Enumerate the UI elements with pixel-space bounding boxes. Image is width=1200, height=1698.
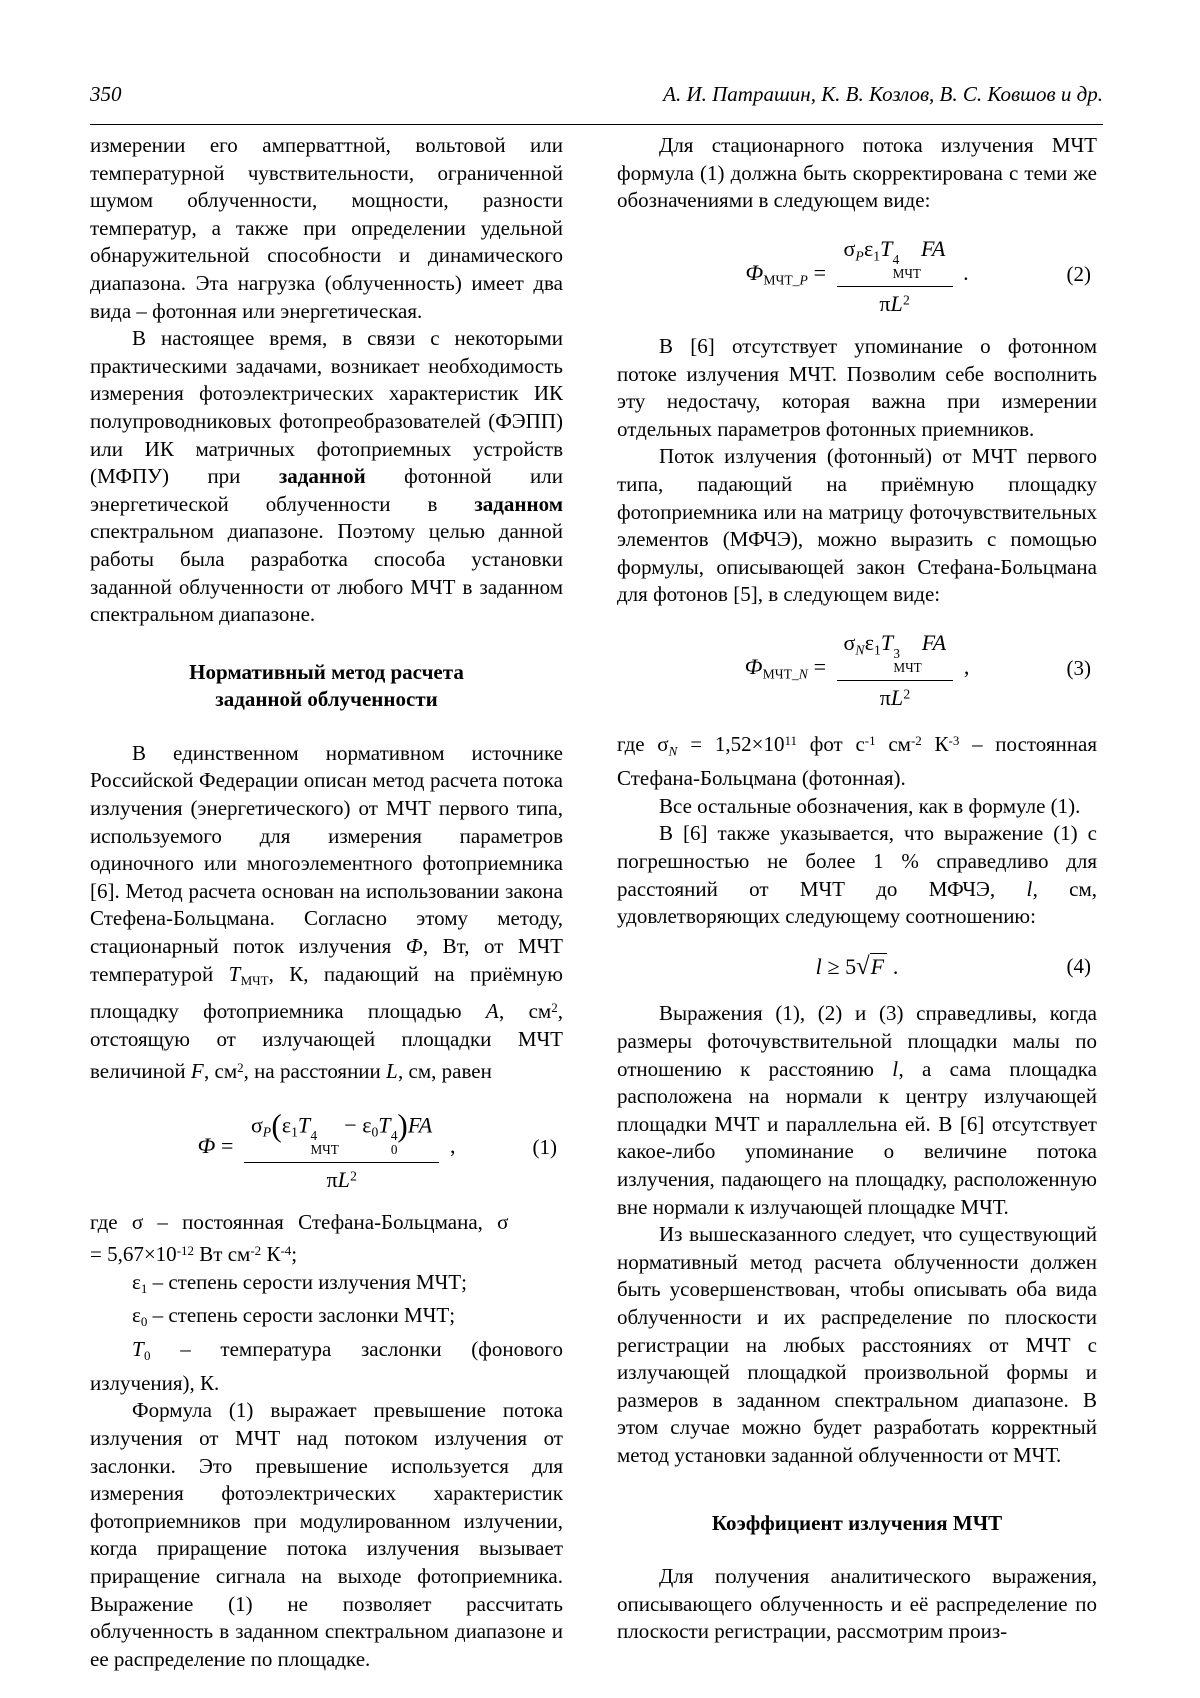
paragraph: Выражения (1), (2) и (3) справедливы, когда размеры фоточувствительной площадки малы по отношению к расстоянию l, а сама площадка расположена на нормали к центру излучающей площадки МЧТ и параллельна ей. В [6] отсутствует какое-либо упоминание о величине потока излучения, падающего на площадку, расположенную вне нормали к излучающей площадке МЧТ. [617, 1001, 1097, 1219]
equation-4-body: l ≥ 5√F . [815, 952, 899, 980]
paragraph: Из вышесказанного следует, что существующий нормативный метод расчета облученности должен быть усовершенствован, чтобы описывать оба вида облученности и их распределение по плоскости регистрации на любых расстояниях от МЧТ с излучающей площадкой произвольной формы и размеров в заданном спектральном диапазоне. В этом случае можно будет разработать корректный метод установки заданной облученности от МЧТ. [617, 1222, 1097, 1467]
header-rule [90, 124, 1103, 125]
section-heading-radiation-coefficient: Коэффициент излучения МЧТ [711, 1510, 1003, 1535]
paragraph: Формула (1) выражает превышение потока излучения от МЧТ над потоком излучения от заслонки. Это превышение используется для измерения фотоэлектрических характеристик фотоприемников при модулированном излучении, когда приращение потока излучения вызывает приращение сигнала на выходе фотоприемника. Выражение (1) не позволяет рассчитать облученность в заданном спектральном диапазоне и ее распределение по площадке. [90, 1398, 563, 1671]
equation-4 [617, 953, 1097, 981]
paragraph-where-sigma: где σ – постоянная Стефана-Больцмана, σ = $5,67\times 10^{-12}$ Вт $см^{-2}$ $К^{-4}$; [90, 1210, 509, 1266]
equation-2-number: (2) [1066, 262, 1091, 287]
equation-3-body: ФМЧТ_N = σNε1T 3 МЧТ FA $\pi L^2$ , [745, 654, 970, 679]
paragraph: В настоящее время, в связи с некоторыми практическими задачами, возникает необходимость измерения фотоэлектрических характеристик ИК полупроводниковых фотопреобразователей (ФЭПП) или ИК матричных фотоприемных устройств (МФПУ) при заданной фотонной или энергетической облученности в заданном спектральном диапазоне. Поэтому целью данной работы была разработка способа установки заданной облученности от любого МЧТ в заданном спектральном диапазоне. [90, 326, 564, 627]
paragraph: В единственном нормативном источнике Российской Федерации описан метод расчета потока излучения (энергетического) от МЧТ первого типа, используемого для измерения параметров одиночного или многоэлементного фотоприемника [6]. Метод расчета основан на использовании закона Стефена-Больцмана. Согласно этому методу, стационарный поток излучения Ф, Вт, от МЧТ температурой ТМЧТ, К, падающий на приёмную площадку фотоприемника площадью А, $см^2$, отстоящую от излучающей площадки МЧТ величиной F, $см^2$, на расстоянии L, см, равен [90, 740, 563, 1084]
paragraph: Для получения аналитического выражения, описывающего облученность и её распределение по плоскости регистрации, рассмотрим произ- [617, 1564, 1097, 1644]
paragraph: Для стационарного потока излучения МЧТ формула (1) должна быть скорректирована с теми же обозначениями в следующем виде: [617, 133, 1097, 213]
definition-t0: Т0 – температура заслонки (фонового излучения), К. [90, 1337, 563, 1395]
paragraph: В [6] также указывается, что выражение (1) с погрешностью не более 1 % справедливо для расстояний от МЧТ до МФЧЭ, l, см, удовлетворяющих следующему соотношению: [617, 821, 1097, 929]
equation-4-number: (4) [1066, 953, 1091, 978]
page-number: 350 [90, 82, 122, 106]
equation-1-number: (1) [532, 1135, 557, 1160]
paragraph-where-sigma-n: где $\sigma N = 1,52\times 10^{11}$ фот $с^{-1}$ $см^{-2}$ $К^{-3}$ – постоянная Стефана-Больцмана (фотонная). [617, 732, 1098, 791]
paragraph-continuation: измерении его амперваттной, вольтовой или температурной чувствительности, ограниченной шумом облученности, мощности, разности температур, а также при определении удельной обнаружительной способности и динамического диапазона. Эта нагрузка (облученность) имеет два вида – фотонная или энергетическая. [90, 133, 563, 323]
running-header [90, 82, 1103, 106]
equation-2 [617, 233, 1097, 317]
equation-1 [90, 1104, 563, 1194]
section-heading-normative-method: Нормативный метод расчета заданной облученности [189, 659, 464, 712]
column-right [617, 132, 1097, 1646]
running-head-authors: А. И. Патрашин, К. В. Козлов, В. С. Ковшов и др. [663, 82, 1103, 106]
equation-1-body: Ф = σP(ε1T 4 МЧТ − ε0T 4 0 )FA $\pi L^2$ , [198, 1133, 456, 1158]
equation-3-number: (3) [1066, 656, 1091, 681]
definition-epsilon1: ε1 – степень серости излучения МЧТ; [132, 1269, 467, 1296]
paragraph: В [6] отсутствует упоминание о фотонном потоке излучения МЧТ. Позволим себе восполнить эту недостачу, которая важна при измерении отдельных параметров фотонных приемников. [617, 334, 1097, 441]
definition-epsilon0: ε0 – степень серости заслонки МЧТ; [132, 1303, 456, 1330]
equation-3 [617, 627, 1097, 711]
column-left [90, 132, 563, 1673]
equation-2-body: ФМЧТ_P = σPε1T 4 МЧТ FA $\pi L^2$ . [745, 260, 968, 285]
paragraph: Все остальные обозначения, как в формуле (1). [659, 793, 1081, 818]
paragraph: Поток излучения (фотонный) от МЧТ первого типа, падающий на приёмную площадку фотоприемника или на матрицу фоточувствительных элементов (МФЧЭ), можно выразить с помощью формулы, описывающей закон Стефана-Больцмана для фотонов [5], в следующем виде: [617, 444, 1097, 607]
